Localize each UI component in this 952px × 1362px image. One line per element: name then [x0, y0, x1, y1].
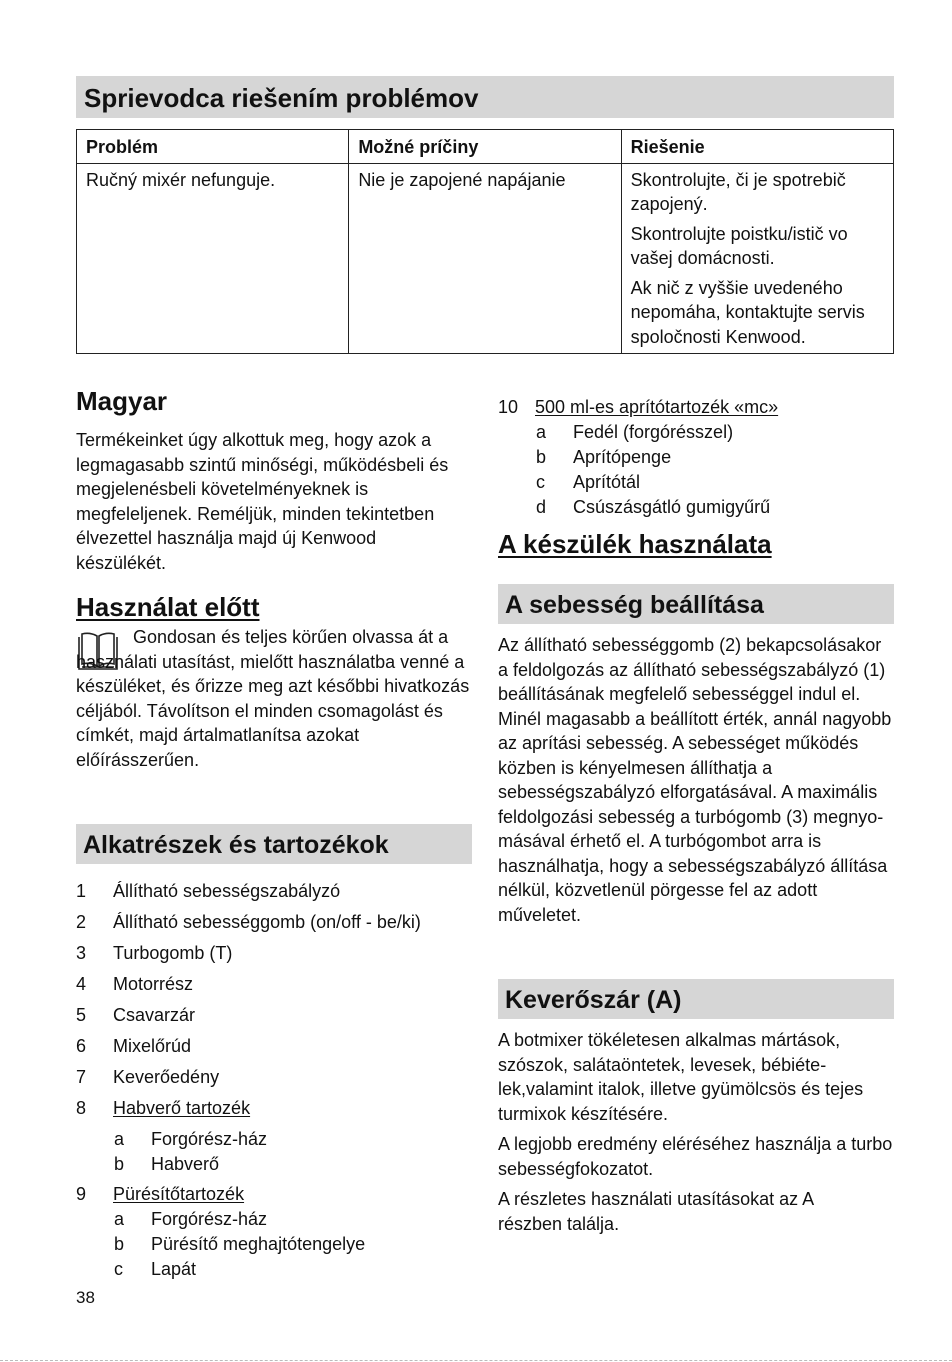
- cell-solutions: [621, 163, 893, 354]
- list-item: b Pürésítő meghajtótengelye: [114, 1234, 366, 1254]
- list-item: 9 Pürésítőtartozék: [76, 1184, 245, 1204]
- list-item: 10 500 ml-es aprítótartozék «mc»: [498, 397, 779, 417]
- list-item: b Habverő: [114, 1154, 220, 1174]
- section-title-before-use: Használat előtt: [76, 592, 260, 622]
- speed-banner: A sebesség beállítása: [498, 584, 894, 624]
- cell-cause: Nie je zapojené napájanie: [349, 163, 621, 354]
- header-problem: Problém: [77, 130, 349, 164]
- header-causes: Možné príčiny: [349, 130, 621, 164]
- speed-text: Az állítható sebességgomb (2) bekapcsolásakor a feldolgozás az állítható sebességszabályzó (1) beállításának megfelelő sebességgel indul el. Minél magasabb a beállított érték, annál nagyobb az aprítási sebesség. A sebességet működés közben is kényelmesen állíthatja a sebességszabályzó elforgatásával. A maximális feldolgozási sebesség a turbógomb (3) megnyomásával érhető el. A turbógombot arra is használhatja, hogy a sebességszabályzó állítása nélkül, közvetlenül pörgesse fel az adott műveletet.: [498, 635, 892, 925]
- cell-problem: Ručný mixér nefunguje.: [77, 163, 349, 354]
- list-item: 2 Állítható sebességgomb (on/off - be/ki): [76, 912, 421, 932]
- list-item: a Forgórész-ház: [114, 1209, 268, 1229]
- intro-text: Termékeinket úgy alkottuk meg, hogy azok a legmagasabb szintű minőségi, működésbeli és megjelenésbeli követelményeknek is megfeleljenek. Reméljük, minden tekintetben élvezettel használja majd új Kenwood készülékét.: [76, 430, 449, 573]
- list-item: 3 Turbogomb (T): [76, 943, 233, 963]
- list-item: 4 Motorrész: [76, 974, 194, 994]
- chopper-list: [498, 395, 898, 520]
- table-row: [77, 163, 894, 354]
- blender-text-2: A legjobb eredmény eléréséhez használja a turbo sebességfokozatot.: [498, 1134, 893, 1179]
- before-use-text: Gondosan és teljes körűen olvassa át a használati utasítást, mielőtt használatba venné a készüléket, és őrizze meg azt későbbi hivatkozás céljából. Távolítson el minden csomagolást és címkét, majd ártalmatlanítsa azokat előírásszerűen.: [76, 627, 470, 770]
- blender-text-1: A botmixer tökéletesen alkalmas mártások, szószok, salátaöntetek, levesek, bébiételek,valamint italok, illetve gyümölcsös és tejes turmixok készítésére.: [498, 1030, 864, 1124]
- troubleshooting-banner: Sprievodca riešením problémov: [76, 76, 894, 118]
- section-title-magyar: Magyar: [76, 386, 168, 416]
- list-item: c Lapát: [114, 1259, 197, 1279]
- list-item: a Forgórész-ház: [114, 1129, 268, 1149]
- list-item: 7 Keverőedény: [76, 1067, 220, 1087]
- list-item: 8 Habverő tartozék: [76, 1098, 251, 1118]
- list-item: c Aprítótál: [536, 472, 641, 492]
- blender-banner: Keverőszár (A): [498, 979, 894, 1019]
- blender-text-3: A részletes használati utasításokat az A részben találja.: [498, 1189, 814, 1234]
- page-edge-line: [0, 1360, 952, 1361]
- header-solution: Riešenie: [621, 130, 893, 164]
- solution-3: Ak nič z vyššie uvedeného nepomáha, kontaktujte servis spoločnosti Kenwood.: [630, 277, 865, 347]
- parts-list: [76, 879, 476, 1282]
- list-item: b Aprítópenge: [536, 447, 672, 467]
- list-item: d Csúszásgátló gumigyűrű: [536, 497, 771, 517]
- troubleshooting-table: [76, 129, 894, 354]
- page-number: 38: [76, 1288, 95, 1307]
- solution-2: Skontrolujte poistku/istič vo vašej domácnosti.: [630, 223, 848, 268]
- list-item: 5 Csavarzár: [76, 1005, 196, 1025]
- section-title-usage: A készülék használata: [498, 529, 772, 559]
- table-header-row: [77, 130, 894, 164]
- list-item: 6 Mixelőrúd: [76, 1036, 192, 1056]
- list-item: 1 Állítható sebességszabályzó: [76, 881, 341, 901]
- list-item: a Fedél (forgórésszel): [536, 422, 734, 442]
- solution-1: Skontrolujte, či je spotrebič zapojený.: [630, 169, 846, 214]
- parts-banner: Alkatrészek és tartozékok: [76, 824, 472, 864]
